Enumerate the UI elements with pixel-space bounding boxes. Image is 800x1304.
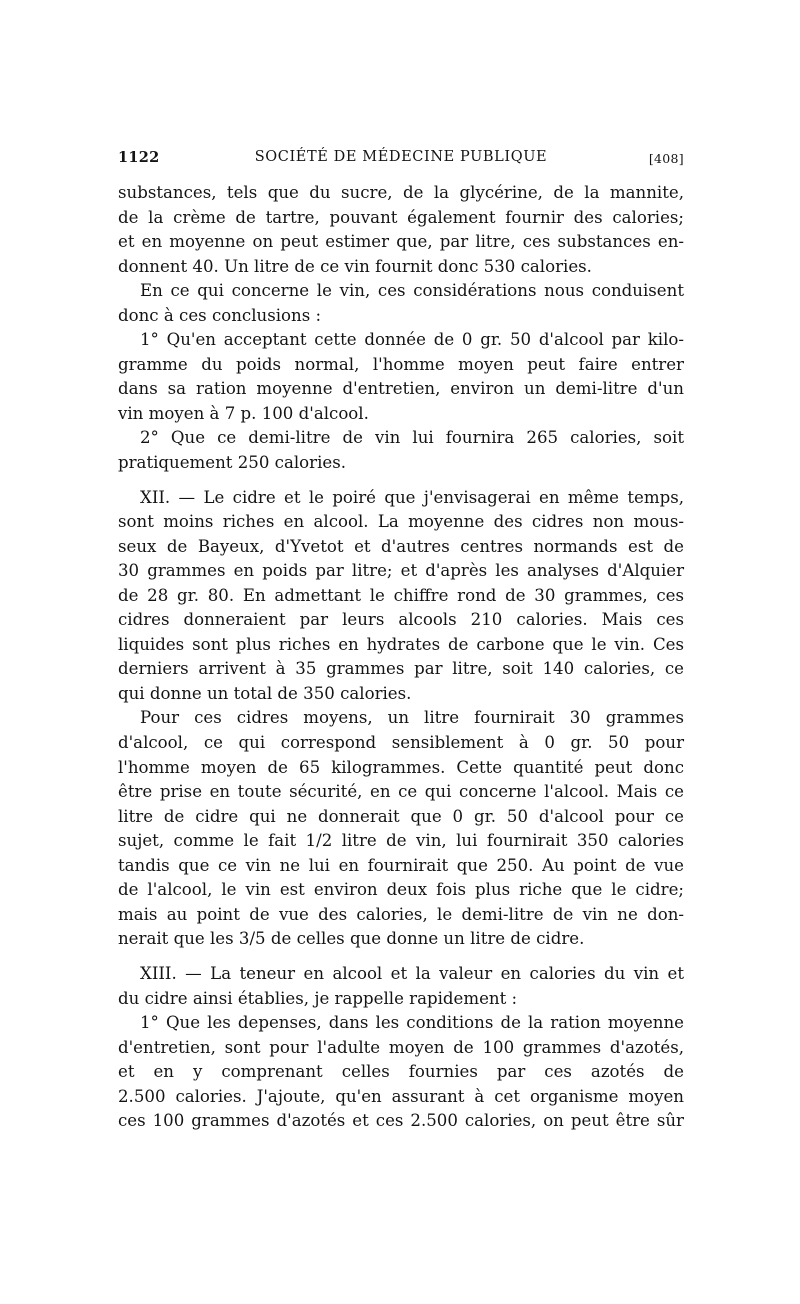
- text-line: 1° Qu'en acceptant cette donnée de 0 gr. 50 d'alcool par kilo-: [140, 330, 684, 350]
- page-number: 1122: [118, 149, 160, 166]
- text-line: vin moyen à 7 p. 100 d'alcool.: [118, 403, 369, 423]
- text-line: Pour ces cidres moyens, un litre fournirait 30 grammes: [140, 708, 684, 728]
- text-line: derniers arrivent à 35 grammes par litre, soit 140 calories, ce: [118, 659, 684, 679]
- text-line: de la crème de tartre, pouvant également fournir des calories;: [118, 207, 684, 227]
- text-line: d'entretien, sont pour l'adulte moyen de 100 grammes d'azotés,: [118, 1037, 684, 1057]
- text-line: 1° Que les depenses, dans les conditions de la ration moyenne: [140, 1013, 684, 1033]
- original-page-number: [408]: [648, 151, 684, 166]
- paragraph: [118, 962, 684, 1011]
- text-line: cidres donneraient par leurs alcools 210 calories. Mais ces: [118, 610, 684, 630]
- text-line: litre de cidre qui ne donnerait que 0 gr. 50 d'alcool pour ce: [118, 806, 684, 826]
- running-title: SOCIÉTÉ DE MÉDECINE PUBLIQUE: [254, 149, 548, 165]
- paragraph: [118, 181, 684, 279]
- text-line: de l'alcool, le vin est environ deux fois plus riche que le cidre;: [118, 880, 684, 900]
- text-line: donc à ces conclusions :: [118, 305, 322, 325]
- text-line: sont moins riches en alcool. La moyenne des cidres non mous-: [118, 512, 684, 532]
- text-line: substances, tels que du sucre, de la glycérine, de la mannite,: [118, 183, 684, 202]
- text-line: mais au point de vue des calories, le demi-litre de vin ne don-: [118, 904, 684, 924]
- text-line: seux de Bayeux, d'Yvetot et d'autres centres normands est de: [118, 536, 684, 556]
- text-line: être prise en toute sécurité, en ce qui concerne l'alcool. Mais ce: [118, 782, 684, 802]
- section-gap: [118, 476, 684, 486]
- text-line: XII. — Le cidre et le poiré que j'envisagerai en même temps,: [140, 487, 684, 507]
- text-line: XIII. — La teneur en alcool et la valeur en calories du vin et: [140, 963, 684, 983]
- paragraph: [118, 279, 684, 328]
- paragraph: [118, 1011, 684, 1134]
- section-gap: [118, 952, 684, 962]
- text-line: 2° Que ce demi-litre de vin lui fournira 265 calories, soit: [140, 428, 684, 448]
- paragraph: [118, 486, 684, 707]
- text-line: pratiquement 250 calories.: [118, 453, 347, 473]
- text-line: qui donne un total de 350 calories.: [118, 683, 412, 703]
- text-line: ces 100 grammes d'azotés et ces 2.500 calories, on peut être sûr: [118, 1111, 684, 1131]
- text-line: nerait que les 3/5 de celles que donne un litre de cidre.: [118, 929, 585, 949]
- text-line: En ce qui concerne le vin, ces considérations nous conduisent: [140, 281, 684, 301]
- text-line: du cidre ainsi établies, je rappelle rapidement :: [118, 988, 518, 1008]
- text-line: de 28 gr. 80. En admettant le chiffre rond de 30 grammes, ces: [118, 585, 684, 605]
- body-text: [118, 181, 684, 1134]
- text-line: donnent 40. Un litre de ce vin fournit donc 530 calories.: [118, 256, 592, 276]
- text-line: gramme du poids normal, l'homme moyen peut faire entrer: [118, 354, 684, 374]
- text-line: liquides sont plus riches en hydrates de carbone que le vin. Ces: [118, 634, 684, 654]
- paragraph: [118, 426, 684, 475]
- text-line: sujet, comme le fait 1/2 litre de vin, lui fournirait 350 calories: [118, 831, 684, 851]
- text-line: 30 grammes en poids par litre; et d'après les analyses d'Alquier: [118, 561, 684, 581]
- paragraph: [118, 328, 684, 426]
- running-header: [118, 149, 684, 169]
- text-line: l'homme moyen de 65 kilogrammes. Cette quantité peut donc: [118, 757, 684, 777]
- text-line: d'alcool, ce qui correspond sensiblement à 0 gr. 50 pour: [118, 733, 684, 753]
- text-line: tandis que ce vin ne lui en fournirait que 250. Au point de vue: [118, 855, 684, 875]
- text-line: dans sa ration moyenne d'entretien, environ un demi-litre d'un: [118, 379, 684, 399]
- text-line: et en y comprenant celles fournies par ces azotés de: [118, 1062, 684, 1082]
- text-line: et en moyenne on peut estimer que, par litre, ces substances en-: [118, 232, 684, 252]
- paragraph: [118, 706, 684, 951]
- text-line: 2.500 calories. J'ajoute, qu'en assurant à cet organisme moyen: [118, 1086, 684, 1106]
